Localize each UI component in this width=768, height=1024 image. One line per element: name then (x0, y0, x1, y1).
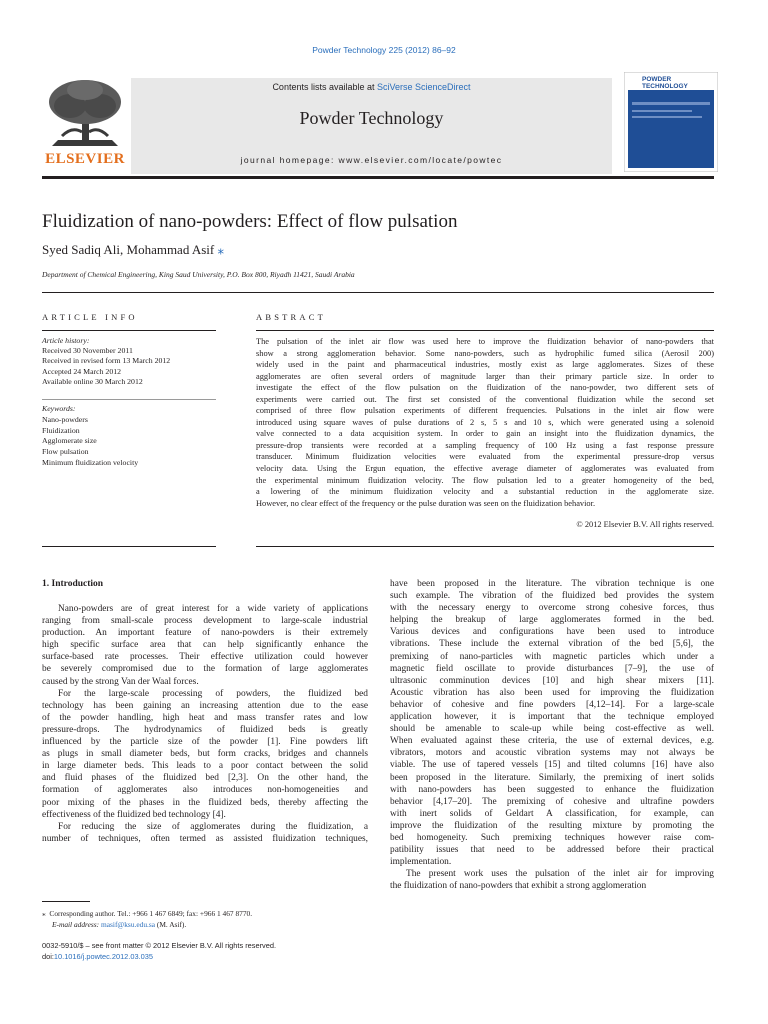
text-line: velocity data. Using the Ergun equation, the effective average diameter of agglomerates was evaluated from (256, 464, 714, 474)
text-line: application however, it is important that the technique employed (390, 712, 714, 723)
text-line: experiments were carried out. The first set consisted of the conventional fluidization while the second set (256, 394, 714, 404)
journal-citation[interactable]: Powder Technology 225 (2012) 86–92 (312, 45, 456, 55)
abstract-heading: ABSTRACT (256, 312, 326, 322)
article-title: Fluidization of nano-powders: Effect of flow pulsation (42, 211, 458, 232)
text-line: and fluid phases of the fluidized bed [2,3]. On the other hand, the (42, 773, 368, 784)
divider (42, 399, 216, 400)
contents-prefix: Contents lists available at (272, 82, 377, 92)
keyword: Agglomerate size (42, 436, 97, 446)
text-line: introduced using square waves of pulse durations of 2 s, 5 s and 10 s, which were generated using a solenoid (256, 417, 714, 427)
body-column-left (42, 603, 368, 845)
text-line: behavior of cohesive and fine powders [4,12–14]. For a large-scale (390, 699, 714, 710)
homepage-link[interactable]: www.elsevier.com/locate/powtec (338, 155, 503, 165)
copyright: © 2012 Elsevier B.V. All rights reserved. (576, 520, 714, 529)
text-line: Various devices and configurations have been used to introduce (390, 627, 714, 638)
text-line: valve connected to a data acquisition system. In order to gain an insight into the fluidization dynamics, the (256, 429, 714, 439)
history-item: Accepted 24 March 2012 (42, 366, 122, 376)
text-line: patibility issues that need to be addressed before their practical (390, 845, 714, 856)
history-item: Available online 30 March 2012 (42, 376, 143, 386)
divider (42, 546, 216, 547)
text-line: number of techniques, often termed as assisted fluidization techniques, (42, 833, 368, 844)
keyword: Nano-powders (42, 414, 88, 424)
corresponding-author-marker[interactable]: ⁎ (217, 242, 224, 257)
footnote-marker: ⁎ (42, 909, 46, 918)
journal-homepage (131, 155, 612, 165)
text-line: a lowering of the minimum fluidization velocity and a substantial reduction in the agglomerate size. (256, 487, 714, 497)
sciencedirect-link[interactable]: SciVerse ScienceDirect (377, 82, 471, 92)
text-line: vibrators, motors and acoustic vibration systems may not always be (390, 748, 714, 759)
text-line: technology has been gaining an increasing attention due to the ease (42, 700, 368, 711)
text-line: The pulsation of the inlet air flow was used here to improve the fluidization behavior of nano-powders that (256, 337, 714, 346)
text-line: in large diameter beds. This leads to a poor contact between the solid (42, 761, 368, 772)
text-line: behavior [4,17–20]. The premixing of cohesive and ultrafine powders (390, 796, 714, 807)
affiliation: Department of Chemical Engineering, King Saud University, P.O. Box 800, Riyadh 11421, Saudi Arabia (42, 270, 355, 279)
text-line: as plugs in small diameter beds, but form cracks, bridges and channels (42, 749, 368, 760)
header-rule (42, 176, 714, 179)
elsevier-logo (42, 76, 128, 168)
corresponding-author-note (42, 908, 372, 919)
contents-line (131, 82, 612, 92)
divider (256, 330, 714, 331)
text-line: effectiveness of the fluidized bed technology [4]. (42, 809, 226, 820)
text-line: helping the breakup of large agglomerates formed in the bed. (390, 615, 714, 626)
author-list (42, 242, 224, 258)
text-line: When evaluated against these criteria, the use of external devices, e.g. (390, 736, 714, 747)
text-line: However, no clear effect of the frequency or the pulse duration was seen on the fluidization behavior. (256, 498, 596, 508)
publisher-name: ELSEVIER (45, 151, 125, 167)
text-line: poor mixing of the phases in the fluidized beds, thereby affecting the (42, 797, 368, 808)
email-label: E-mail address: (52, 920, 100, 929)
text-line: surface-based rate processes. Their effective utilization could however (42, 652, 368, 663)
keywords (42, 404, 216, 469)
email-suffix: (M. Asif). (155, 920, 187, 929)
keyword: Minimum fluidization velocity (42, 457, 139, 467)
text-line: ranging from small-scale process development to large-scale industrial (42, 616, 368, 627)
history-label: Article history: (42, 336, 90, 345)
doi-line (42, 951, 276, 962)
text-line: ultrasonic comminution devices [10] and high shear mixers [11]. (390, 675, 714, 686)
text-line: agglomerates are often several orders of magnitude larger than their primary particle size. In order to (256, 371, 714, 381)
text-line: Acoustic vibration has also been used for improving the fluidization (390, 687, 714, 698)
body-column-right (390, 578, 714, 892)
text-line: premixing of nano-particles with magnetic particles which under a (390, 651, 714, 662)
keywords-label: Keywords: (42, 404, 76, 413)
text-line: magnetic field oscillate to provide disturbances [7–9], the use of (390, 663, 714, 674)
divider (256, 546, 714, 547)
footnote-rule (42, 901, 90, 902)
tree-icon (42, 76, 128, 150)
text-line: the experimental minimum fluidization velocity. The flow pulsation led to a greater homogeneity of the bed, (256, 475, 714, 485)
section-heading: 1. Introduction (42, 579, 104, 589)
journal-title: Powder Technology (299, 108, 444, 128)
text-line: pressure-drop transients were recorded at a sampling frequency of 100 Hz using a fast response pressure (256, 440, 714, 450)
text-line: vibrations. These include the external vibration of the bed [5,6], the (390, 639, 714, 650)
text-line: viable. The use of tapered vessels [15] and tilted columns [16] have also (390, 760, 714, 771)
text-line: with the necessary energy to overcome strong cohesive forces, thus (390, 603, 714, 614)
doi-link[interactable]: 10.1016/j.powtec.2012.03.035 (53, 952, 153, 961)
history-item: Received 30 November 2011 (42, 346, 133, 356)
footnote (42, 908, 372, 930)
issn-block (42, 940, 276, 962)
keyword: Fluidization (42, 425, 80, 435)
doi-label: doi: (42, 952, 54, 961)
email-line (42, 919, 372, 930)
text-line: show a strong agglomeration behavior. Some nano-powders, such as hydrophilic fumed silica (Aerosil 200) (256, 348, 714, 358)
text-line: should be amenable to scale-up while being cost-effective as well. (390, 724, 714, 735)
text-line: formation of agglomerates also introduces non-homogeneities and (42, 785, 368, 796)
history-item: Received in revised form 13 March 2012 (42, 356, 171, 366)
text-line: comprised of three flow pulsation experiments of different frequencies. Pulsations in the inlet air flow were (256, 406, 714, 416)
issn-line: 0032-5910/$ – see front matter © 2012 Elsevier B.V. All rights reserved. (42, 941, 276, 950)
corresponding-text: Corresponding author. Tel.: +966 1 467 6849; fax: +966 1 467 8770. (49, 909, 253, 918)
text-line: production. An important feature of nano-powders is their extremely (42, 628, 368, 639)
text-line: such example. The vibration of the fluidized bed provides the system (390, 591, 714, 602)
text-line: investigate the effect of the flow pulsation on the fluidization of the nano-powder, two different sets of (256, 383, 714, 393)
article-info-heading: ARTICLE INFO (42, 312, 138, 322)
divider (42, 330, 216, 331)
article-history (42, 336, 216, 387)
text-line: high specific surface area that can help significantly enhance the (42, 640, 368, 651)
title-rule (42, 292, 714, 293)
text-line: Nano-powders are of great interest for a wide variety of applications (58, 604, 368, 614)
text-line: been proposed in the literature. Similarly, the premixing of inert solids (390, 772, 714, 783)
text-line: bed homogeneity. Such premixing techniques however raise com- (390, 832, 714, 843)
homepage-prefix: journal homepage: (240, 155, 339, 165)
text-line: implementation. (390, 857, 452, 868)
text-line: For reducing the size of agglomerates during the fluidization, a (58, 821, 368, 832)
text-line: with nano-powders has been suggested to enhance the fluidization (390, 784, 714, 795)
author-names: Syed Sadiq Ali, Mohammad Asif (42, 242, 215, 257)
text-line: improve the fluidization of the resulting mixture by promoting the (390, 820, 714, 831)
journal-cover (624, 72, 718, 172)
text-line: influenced by the particle size of the powder [1]. Fine powders lift (42, 737, 368, 748)
abstract-text (256, 336, 714, 509)
text-line: caused by the strong Van der Waal forces. (42, 676, 199, 687)
email-link[interactable]: masif@ksu.edu.sa (101, 920, 156, 929)
keyword: Flow pulsation (42, 447, 89, 457)
text-line: with inert solids of Geldart A classification, for example, can (390, 808, 714, 819)
text-line: transducer. Minimum fluidization velocities were evaluated from the experimental pressure-drop versus (256, 452, 714, 462)
text-line: pressure-drops. The hydrodynamics of fluidized beds is greatly (42, 724, 368, 735)
text-line: The present work uses the pulsation of the inlet air for improving (406, 869, 714, 880)
text-line: have been proposed in the literature. The vibration technique is one (390, 579, 714, 589)
text-line: the fluidization of nano-powders that exhibit a strong agglomeration (390, 881, 647, 892)
text-line: widely used in the paint and pharmaceutical industries, mostly exist as large agglomerates. Sizes of these (256, 360, 714, 370)
text-line: of the powder handling, high heat and mass transfer rates and low (42, 712, 368, 723)
text-line: be severely compromised due to the formation of large agglomerates (42, 664, 368, 675)
cover-title: POWDER TECHNOLOGY (642, 76, 688, 90)
text-line: For the large-scale processing of powders, the fluidized bed (58, 688, 368, 699)
